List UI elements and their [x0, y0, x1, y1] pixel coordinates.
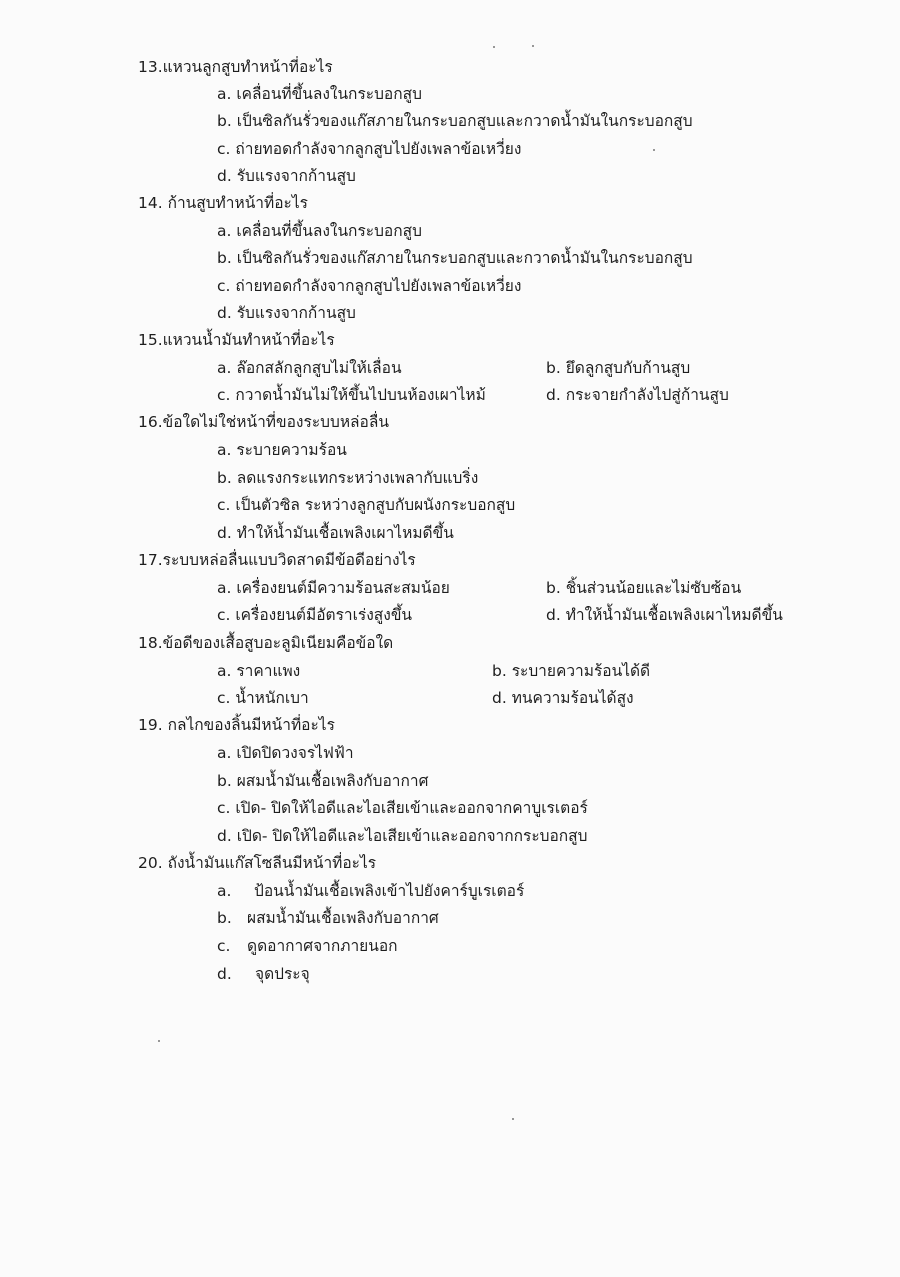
question-20-option-d — [217, 963, 310, 985]
scan-speck — [532, 45, 534, 47]
question-13-option-d: d. รับแรงจากก้านสูบ — [217, 167, 356, 185]
question-18-option-b: b. ระบายความร้อนได้ดี — [492, 662, 651, 680]
question-14-option-b: b. เป็นซิลกันรั่วของแก๊สภายในกระบอกสูบและกวาดน้ำมันในกระบอกสูบ — [217, 249, 693, 267]
option-text: ผสมน้ำมันเชื้อเพลิงกับอากาศ — [247, 909, 439, 927]
question-16-option-a: a. ระบายความร้อน — [217, 441, 347, 459]
question-15-option-c: c. กวาดน้ำมันไม่ให้ขึ้นไปบนห้องเผาไหม้ — [217, 386, 486, 404]
option-letter: b. — [217, 909, 232, 927]
option-text: ป้อนน้ำมันเชื้อเพลิงเข้าไปยังคาร์บูเรเตอร์ — [254, 882, 525, 900]
question-15-option-a: a. ล๊อกสลักลูกสูบไม่ให้เลื่อน — [217, 359, 402, 377]
scan-speck — [158, 1040, 160, 1042]
question-20-option-c — [217, 935, 398, 957]
question-14-option-c: c. ถ่ายทอดกำลังจากลูกสูบไปยังเพลาข้อเหวี่ยง — [217, 277, 522, 295]
question-14-option-a: a. เคลื่อนที่ขึ้นลงในกระบอกสูบ — [217, 222, 422, 240]
question-19-title: 19. กลไกของลิ้นมีหน้าที่อะไร — [138, 716, 335, 734]
option-text: จุดประจุ — [255, 965, 310, 983]
question-18-option-d: d. ทนความร้อนได้สูง — [492, 689, 634, 707]
question-18-option-a: a. ราคาแพง — [217, 662, 301, 680]
question-17-option-d: d. ทำให้น้ำมันเชื้อเพลิงเผาไหมดีขึ้น — [546, 606, 783, 624]
question-17-title: 17.ระบบหล่อลื่นแบบวิดสาดมีข้อดีอย่างไร — [138, 551, 416, 569]
question-19-option-a: a. เปิดปิดวงจรไฟฟ้า — [217, 744, 354, 762]
question-15-option-b: b. ยึดลูกสูบกับก้านสูบ — [546, 359, 691, 377]
option-text: ดูดอากาศจากภายนอก — [247, 937, 398, 955]
question-18-title: 18.ข้อดีของเสื้อสูบอะลูมิเนียมคือข้อใด — [138, 634, 394, 652]
question-16-option-b: b. ลดแรงกระแทกระหว่างเพลากับแบริ่ง — [217, 469, 479, 487]
scan-speck — [493, 46, 495, 48]
question-13-title: 13.แหวนลูกสูบทำหน้าที่อะไร — [138, 58, 333, 76]
question-17-option-a: a. เครื่องยนต์มีความร้อนสะสมน้อย — [217, 579, 450, 597]
question-18-option-c: c. น้ำหนักเบา — [217, 689, 309, 707]
scan-speck — [653, 149, 655, 151]
question-13-option-b: b. เป็นซิลกันรั่วของแก๊สภายในกระบอกสูบและกวาดน้ำมันในกระบอกสูบ — [217, 112, 693, 130]
question-14-option-d: d. รับแรงจากก้านสูบ — [217, 304, 356, 322]
question-20-title: 20. ถังน้ำมันแก๊สโซลีนมีหน้าที่อะไร — [138, 854, 377, 872]
question-16-option-c: c. เป็นตัวซิล ระหว่างลูกสูบกับผนังกระบอกสูบ — [217, 496, 516, 514]
question-15-title: 15.แหวนน้ำมันทำหน้าที่อะไร — [138, 331, 335, 349]
question-15-option-d: d. กระจายกำลังไปสู่ก้านสูบ — [546, 386, 729, 404]
question-16-option-d: d. ทำให้น้ำมันเชื้อเพลิงเผาไหมดีขึ้น — [217, 524, 454, 542]
question-13-option-c: c. ถ่ายทอดกำลังจากลูกสูบไปยังเพลาข้อเหวี่ยง — [217, 140, 522, 158]
question-19-option-d: d. เปิด- ปิดให้ไอดีและไอเสียเข้าและออกจากกระบอกสูบ — [217, 827, 588, 845]
option-letter: a. — [217, 882, 232, 900]
question-17-option-c: c. เครื่องยนต์มีอัตราเร่งสูงขึ้น — [217, 606, 413, 624]
question-19-option-c: c. เปิด- ปิดให้ไอดีและไอเสียเข้าและออกจากคาบูเรเตอร์ — [217, 799, 588, 817]
question-17-option-b: b. ชิ้นส่วนน้อยและไม่ซับซ้อน — [546, 579, 742, 597]
option-letter: c. — [217, 937, 231, 955]
question-14-title: 14. ก้านสูบทำหน้าที่อะไร — [138, 194, 308, 212]
question-13-option-a: a. เคลื่อนที่ขึ้นลงในกระบอกสูบ — [217, 85, 422, 103]
question-19-option-b: b. ผสมน้ำมันเชื้อเพลิงกับอากาศ — [217, 772, 429, 790]
question-20-option-b — [217, 907, 439, 929]
question-20-option-a — [217, 880, 524, 902]
scan-speck — [512, 1118, 514, 1120]
option-letter: d. — [217, 965, 232, 983]
question-16-title: 16.ข้อใดไม่ใช่หน้าที่ของระบบหล่อลื่น — [138, 413, 389, 431]
